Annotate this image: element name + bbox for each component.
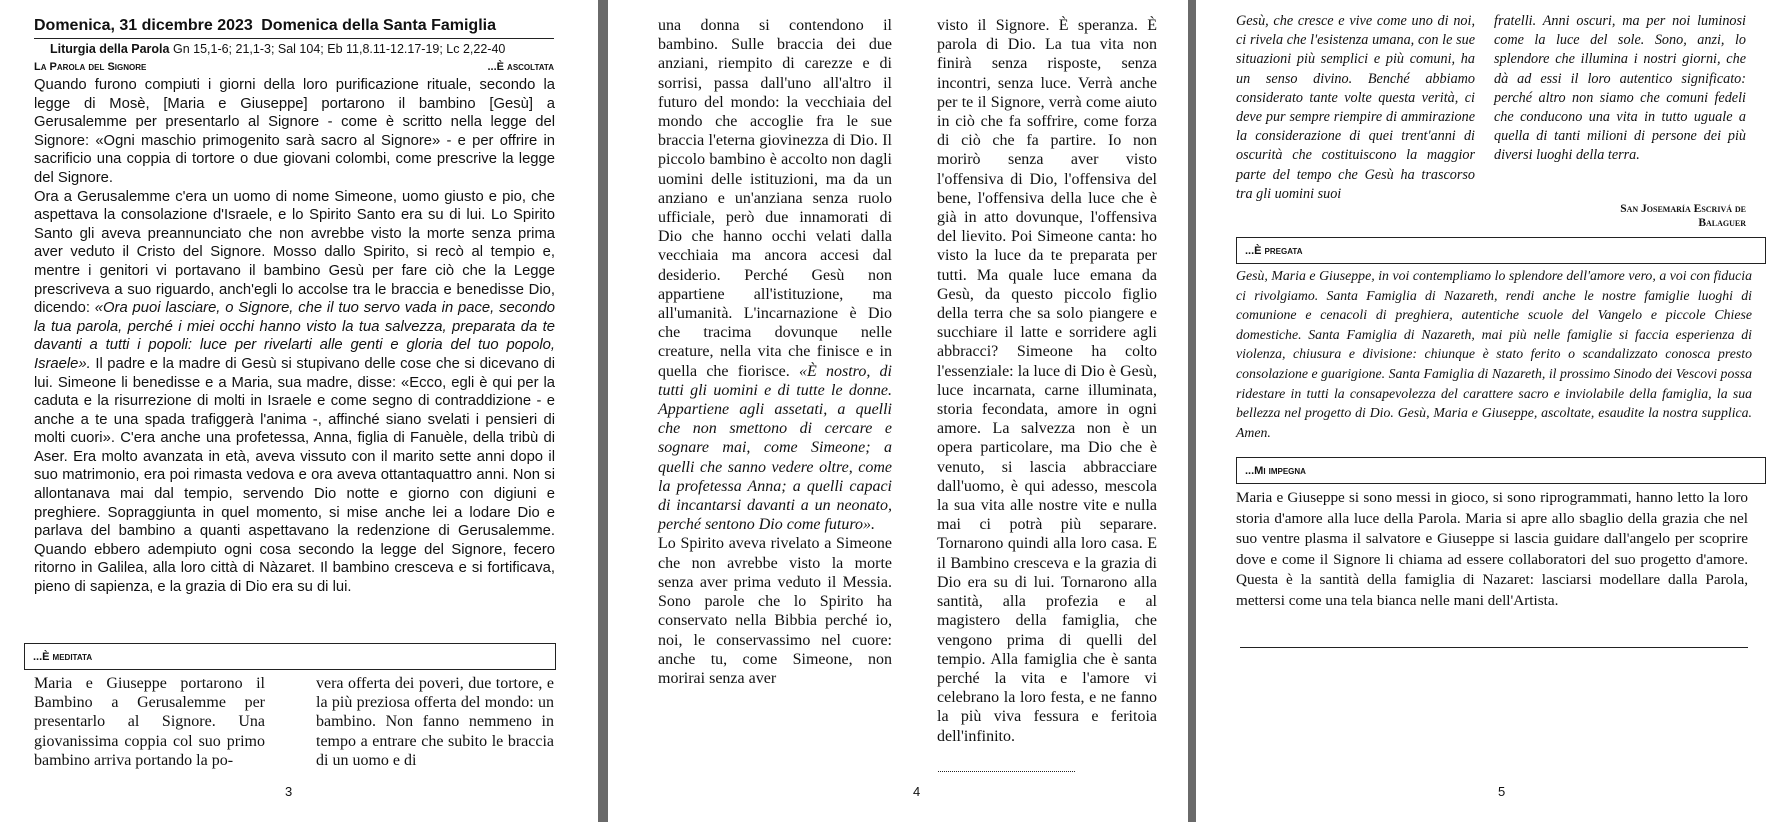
meditation-col-1: Maria e Giuseppe portarono il Bambino a Gerusalemme per presentarlo al Signore. Una giovanissima coppia col suo primo bambino arriva portando la po- xyxy=(34,675,265,769)
date: Domenica, 31 dicembre 2023 xyxy=(34,17,253,34)
meditata-label: ...È meditata xyxy=(33,651,93,663)
gospel-quote: «Ora puoi lasciare, o Signore, che il tuo servo vada in pace, secondo la tua parola, perché i miei occhi hanno visto la tua salvezza, preparata da te davanti a tutti i popoli: luce per rivelarti alle genti e gloria del tuo popolo, Israele». xyxy=(34,300,555,372)
page-number: 3 xyxy=(285,784,293,799)
commentary-paragraph xyxy=(658,16,892,534)
commentary-col-2: visto il Signore. È speranza. È parola di Dio. La tua vita non finirà senza risposte, senza incontri, senza luce. Verrà anche per te il Signore, verrà come aiuto in ciò che fa soffrire, come forza di ciò che fa partire. Io non morirò senza aver visto l'offensiva di Dio, l'offensiva del bene, l'offensiva della luce che è già in atto dovunque, l'offensiva del lievito. Poi Simeone canta: ho visto la luce da te preparata per tutti. Ma quale luce emana da Gesù, da questo piccolo figlio della terra che sa solo piangere e succhiare il latte e sorridere agli abbracci? Simeone ha colto l'essenziale: la luce di Dio è Gesù, luce incarnata, carne illuminata, storia fecondata, amore in ogni amore. La salvezza non è un opera particolare, ma Dio che è venuto, si lascia abbracciare dall'uomo, è qui adesso, mescola la sua vita alle nostre vite e nulla mai ci potrà più separare. Tornarono quindi alla loro casa. E il Bambino cresceva e la grazia di Dio era su di lui. Tornarono alla santità, alla profezia e al magistero della famiglia, che vengono prima di quelli del tempio. Alla famiglia che è santa perché la vita e l'amore vi celebrano la loro festa, e ne fanno la più viva fessura e feritoia dell'infinito. xyxy=(937,17,1157,745)
page-header xyxy=(34,16,554,36)
page-5 xyxy=(1196,0,1782,822)
end-rule xyxy=(1240,647,1748,648)
gospel-paragraph xyxy=(34,188,555,597)
gospel-text-run: Il padre e la madre di Gesù si stupivano delle cose che si dicevano di lui. Simeone li benedisse e a Maria, sua madre, disse: «Ecco, egli è qui per la caduta e la risurrezione di molti in Israele e come segno di contraddizione - e anche a te una spada trafiggerà l'anima -, affinché siano svelati i pensieri di molti cuori». C'era anche una profetessa, Anna, figlia di Fanuèle, della tribù di Aser. Era molto avanzata in età, aveva vissuto con il marito sette anni dopo il suo matrimonio, era poi rimasta vedova e ora aveva ottantaquattro anni. Non si allontanava mai dal tempio, servendo Dio notte e giorno con digiuni e preghiere. Sopraggiunta in quel momento, si mise anche lei a lodare Dio e parlava del bambino a quanti aspettavano la redenzione di Gerusalemme. Quando ebbero adempiuto ogni cosa secondo la legge del Signore, fecero ritorno in Galilea, alla loro città di Nàzaret. Il bambino cresceva e si fortificava, pieno di sapienza, e la grazia di Dio era su di lui. xyxy=(34,355,555,596)
author-surname: Balaguer xyxy=(1698,217,1746,229)
page-number: 5 xyxy=(1498,784,1506,799)
commentary-text-run: una donna si contendono il bambino. Sulle braccia dei due anziani, riempito di carezze e di sorrisi, passa dall'uno all'altro il futuro del mondo: la vecchiaia del mondo che accoglie fra le sue braccia l'eterna giovinezza di Dio. Il piccolo bambino è accolto non dagli uomini delle istituzioni, ma da un anziano e un'anziana senza ruolo ufficiale, però due innamorati di Dio che hanno occhi velati dalla vecchiaia ma ancora accesi dal desiderio. Perché Gesù non appartiene all'istituzione, ma all'umanità. L'incarnazione è Dio che tracima dovunque nelle creature, nella vita che finisce e in quella che fiorisce. xyxy=(658,17,892,380)
section-ascoltata: ...È ascoltata xyxy=(487,61,554,73)
section-row xyxy=(34,60,554,74)
commentary-col-1 xyxy=(658,16,892,688)
meditata-header xyxy=(24,643,556,670)
gospel-text-run: Ora a Gerusalemme c'era un uomo di nome Simeone, uomo giusto e pio, che aspettava la consolazione d'Israele, e lo Spirito Santo era su di lui. Lo Spirito Santo gli aveva preannunciato che non avrebbe visto la morte senza prima aver veduto il Cristo del Signore. Mosso dallo Spirito, si recò al tempio e, mentre i genitori vi portavano il bambino Gesù per fare ciò che la Legge prescriveva a suo riguardo, anch'egli lo accolse tra le braccia e benedisse Dio, dicendo: xyxy=(34,188,555,317)
header-rule xyxy=(34,38,554,39)
commentary-paragraph: Lo Spirito aveva rivelato a Simeone che non avrebbe visto la morte senza aver prima veduto il Messia. Sono parole che lo Spirito ha conservato nella Bibbia perché io, noi, le conservassimo nel cuore: anche tu, come Simeone, non morirai senza aver xyxy=(658,535,892,687)
quote-col-2: fratelli. Anni oscuri, ma per noi luminosi come la luce del sole. Sono, anzi, lo splendore che illumina i nostri giorni, che dà ad essi il loro autentico significato: perché altro non siamo che comuni fedeli che conducono una vita in tutto uguale a quella di tanti milioni di persone dei più diversi luoghi della terra. xyxy=(1494,13,1746,164)
end-rule xyxy=(938,771,1075,772)
commentary-quote: «È nostro, di tutti gli uomini e di tutte le donne. Appartiene agli assetati, a quelli che non smettono di cercare e sognare mai, come Simeone; a quelli che sanno vedere oltre, come la profetessa Anna; a quelli capaci di incantarsi davanti a un neonato, perché sentono Dio come futuro». xyxy=(658,362,892,534)
liturgy-line xyxy=(50,41,505,57)
meditation-col-2: vera offerta dei poveri, due tortore, e la più preziosa offerta del mondo: un bambino. Non fanno nemmeno in tempo a entrare che subito le braccia di un uomo e di xyxy=(316,675,554,769)
commitment-text: Maria e Giuseppe si sono messi in gioco, si sono riprogrammati, hanno letto la loro storia d'amore alla luce della Parola. Maria si apre allo sbaglio della grazia che nel suo ventre plasma il salvatore e Giuseppe si lascia guidare dall'angelo per scoprire dove e come il Signore li chiama ad essere collaboratori del suo progetto d'amore. Questa è la santità della famiglia di Nazaret: lasciarsi modellare dalla Parola, mettersi come una tela bianca nelle mani dell'Artista. xyxy=(1236,489,1748,609)
page-number: 4 xyxy=(913,784,921,799)
gospel-paragraph: Quando furono compiuti i giorni della loro purificazione rituale, secondo la legge di Mosè, [Maria e Giuseppe] portarono il bambino [Gesù] a Gerusalemme per presentarlo al Signore - come è scritto nella legge del Signore: «Ogni maschio primogenito sarà sacro al Signore» - e per offrire in sacrificio una coppia di tortore o due giovani colombi, come prescrive la legge del Signore. xyxy=(34,77,555,186)
prayer-text: Gesù, Maria e Giuseppe, in voi contempliamo lo splendore dell'amore vero, a voi con fiducia ci rivolgiamo. Santa Famiglia di Nazareth, rendi anche le nostre famiglie luoghi di comunione e cenacoli di preghiera, autentiche scuole del Vangelo e piccole Chiese domestiche. Santa Famiglia di Nazareth, mai più nelle famiglie si faccia esperienza di violenza, chiusura e divisione: chiunque è stato ferito o scandalizzato conosca presto consolazione e guarigione. Santa Famiglia di Nazareth, il prossimo Sinodo dei Vescovi possa ridestare in tutti la consapevolezza del carattere sacro e inviolabile della famiglia, la sua bellezza nel progetto di Dio. Gesù, Maria e Giuseppe, ascoltate, esaudite la nostra supplica. Amen. xyxy=(1236,268,1752,440)
page-4 xyxy=(608,0,1188,822)
gospel-text xyxy=(34,76,555,597)
page-3 xyxy=(0,0,598,822)
impegna-header xyxy=(1236,457,1766,484)
quote-col-1: Gesù, che cresce e vive come uno di noi, ci rivela che l'esistenza umana, con le sue situazioni più semplici e più comuni, ha un senso divino. Benché abbiamo considerato tante volte questa verità, ci deve pur sempre riempire di ammirazione la considerazione di quei trent'anni di oscurità che costituiscono la maggior parte del tempo che Gesù ha trascorso tra gli uomini suoi xyxy=(1236,13,1475,202)
pregata-label: ...È pregata xyxy=(1245,245,1303,257)
pregata-header xyxy=(1236,237,1766,264)
liturgy-label: Liturgia della Parola xyxy=(50,42,170,56)
impegna-label: ...Mi impegna xyxy=(1245,465,1306,477)
author-name: San Josemaría Escrivá de xyxy=(1620,203,1746,215)
quote-author xyxy=(1496,202,1746,230)
feast-title: Domenica della Santa Famiglia xyxy=(261,17,496,34)
section-title: La Parola del Signore xyxy=(34,61,147,73)
liturgy-refs: Gn 15,1-6; 21,1-3; Sal 104; Eb 11,8.11-12.17-19; Lc 2,22-40 xyxy=(172,42,506,56)
